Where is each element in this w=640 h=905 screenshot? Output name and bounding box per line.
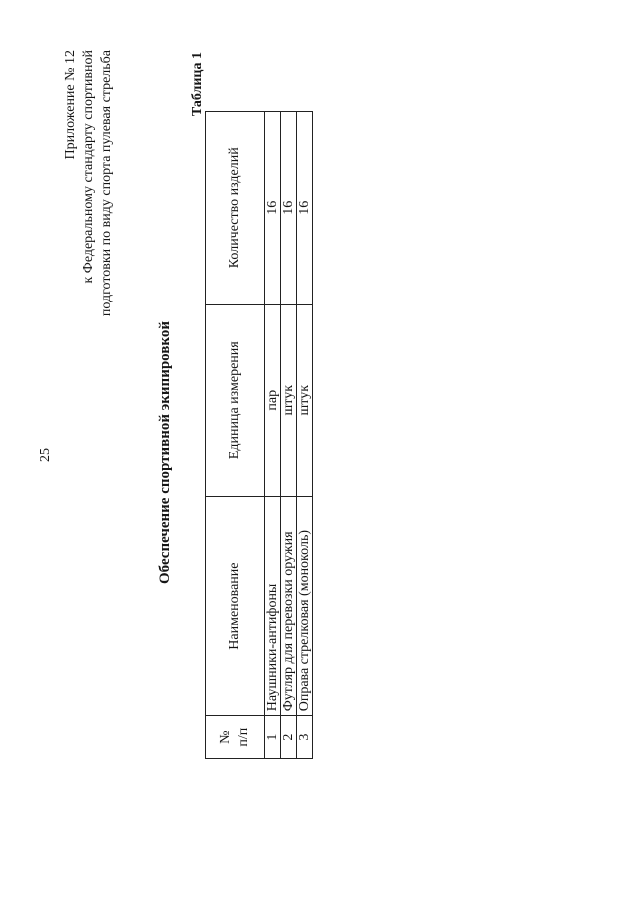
row-name: Наушники-антифоны: [265, 496, 281, 715]
table-row: [265, 112, 281, 759]
row-number: 1: [265, 716, 281, 759]
page-number: 25: [38, 448, 53, 462]
row-unit: пар: [265, 304, 281, 496]
header-number: [206, 716, 265, 759]
header-number-line-1: №: [218, 730, 233, 744]
row-quantity: 16: [297, 112, 313, 305]
row-quantity: 16: [265, 112, 281, 305]
row-quantity: 16: [281, 112, 297, 305]
table-label: Таблица 1: [190, 52, 205, 117]
row-number: 3: [297, 716, 313, 759]
appendix-line-2: к Федеральному стандарту спортивной: [81, 50, 96, 284]
appendix-line-3: подготовки по виду спорта пулевая стрельба: [99, 50, 114, 317]
header-name: Наименование: [206, 496, 265, 715]
header-quantity: Количество изделий: [206, 112, 265, 305]
table-row: [281, 112, 297, 759]
table-row: [297, 112, 313, 759]
equipment-table: [205, 111, 313, 759]
row-unit: штук: [281, 304, 297, 496]
header-number-line-2: п/п: [236, 727, 251, 747]
row-number: 2: [281, 716, 297, 759]
row-unit: штук: [297, 304, 313, 496]
appendix-header: [62, 50, 116, 410]
row-name: Футляр для перевозки оружия: [281, 496, 297, 715]
row-name: Оправа стрелковая (моноколь): [297, 496, 313, 715]
table-header-row: [206, 112, 265, 759]
appendix-line-1: Приложение № 12: [63, 50, 78, 160]
document-title: Обеспечение спортивной экипировкой: [157, 321, 173, 585]
header-unit: Единица измерения: [206, 304, 265, 496]
